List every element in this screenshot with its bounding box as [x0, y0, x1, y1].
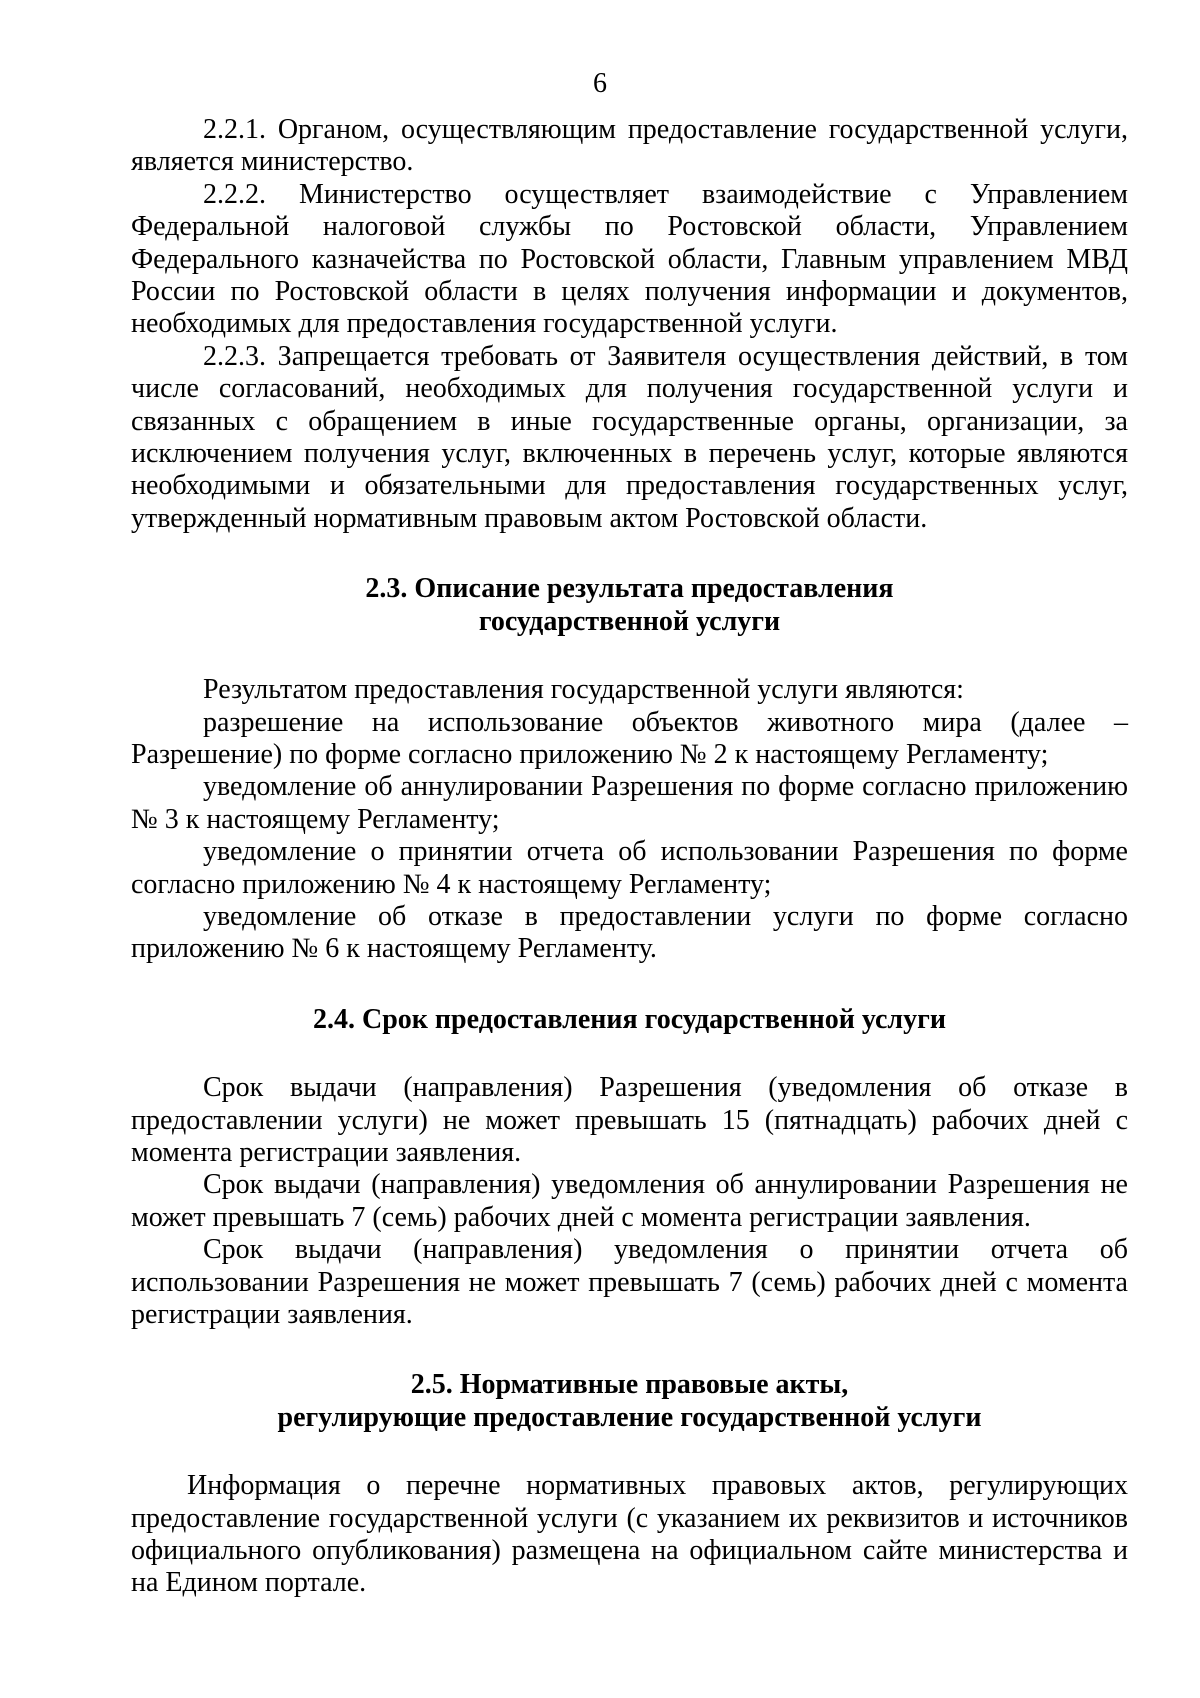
paragraph-2-3-report: уведомление о принятии отчета об использовании Разрешения по форме согласно приложению № 4 к настоящему Регламенту;	[131, 836, 1128, 900]
heading-2-3-line1: 2.3. Описание результата предоставления	[365, 573, 894, 605]
heading-2-5-line2: регулирующие предоставление государственной услуги	[277, 1401, 982, 1433]
paragraph-2-2-3: 2.2.3. Запрещается требовать от Заявителя осуществления действий, в том числе согласований, необходимых для получения государственной услуги и связанных с обращением в иные государственные органы, организации, за исключением получения услуг, включенных в перечень услуг, которые являются необходимыми и обязательными для предоставления государственных услуг, утвержденный нормативным правовым актом Ростовской области.	[131, 340, 1128, 534]
paragraph-2-5-info: Информация о перечне нормативных правовых актов, регулирующих предоставление государственной услуги (с указанием их реквизитов и источников официального опубликования) размещена на официальном сайте министерства и на Едином портале.	[131, 1470, 1128, 1599]
heading-2-3-line2: государственной услуги	[478, 605, 781, 637]
paragraph-2-4-annulment-term: Срок выдачи (направления) уведомления об аннулировании Разрешения не может превышать 7 (семь) рабочих дней с момента регистрации заявления.	[131, 1169, 1128, 1233]
page-number: 6	[593, 68, 607, 99]
heading-2-5	[131, 1369, 1128, 1434]
document-body	[131, 114, 1128, 1600]
paragraph-2-3-permit: разрешение на использование объектов животного мира (далее – Разрешение) по форме согласно приложению № 2 к настоящему Регламенту;	[131, 706, 1128, 770]
heading-2-3	[131, 573, 1128, 638]
paragraph-2-3-annulment: уведомление об аннулировании Разрешения по форме согласно приложению № 3 к настоящему Регламенту;	[131, 771, 1128, 835]
paragraph-2-3-intro: Результатом предоставления государственной услуги являются:	[203, 674, 964, 706]
paragraph-2-2-2: 2.2.2. Министерство осуществляет взаимодействие с Управлением Федеральной налоговой службы по Ростовской области, Управлением Федерального казначейства по Ростовской области, Главным управлением МВД России по Ростовской области в целях получения информации и документов, необходимых для предоставления государственной услуги.	[131, 178, 1128, 340]
paragraph-2-4-permit-term: Срок выдачи (направления) Разрешения (уведомления об отказе в предоставлении услуги) не может превышать 15 (пятнадцать) рабочих дней с момента регистрации заявления.	[131, 1072, 1128, 1168]
heading-2-5-line1: 2.5. Нормативные правовые акты,	[410, 1369, 849, 1401]
paragraph-2-4-report-term: Срок выдачи (направления) уведомления о принятии отчета об использовании Разрешения не может превышать 7 (семь) рабочих дней с момента регистрации заявления.	[131, 1234, 1128, 1330]
heading-2-4-line1: 2.4. Срок предоставления государственной услуги	[313, 1003, 946, 1035]
paragraph-2-2-1: 2.2.1. Органом, осуществляющим предоставление государственной услуги, является министерство.	[131, 114, 1128, 178]
heading-2-4	[131, 1004, 1128, 1036]
paragraph-2-3-refusal: уведомление об отказе в предоставлении услуги по форме согласно приложению № 6 к настоящему Регламенту.	[131, 900, 1128, 965]
